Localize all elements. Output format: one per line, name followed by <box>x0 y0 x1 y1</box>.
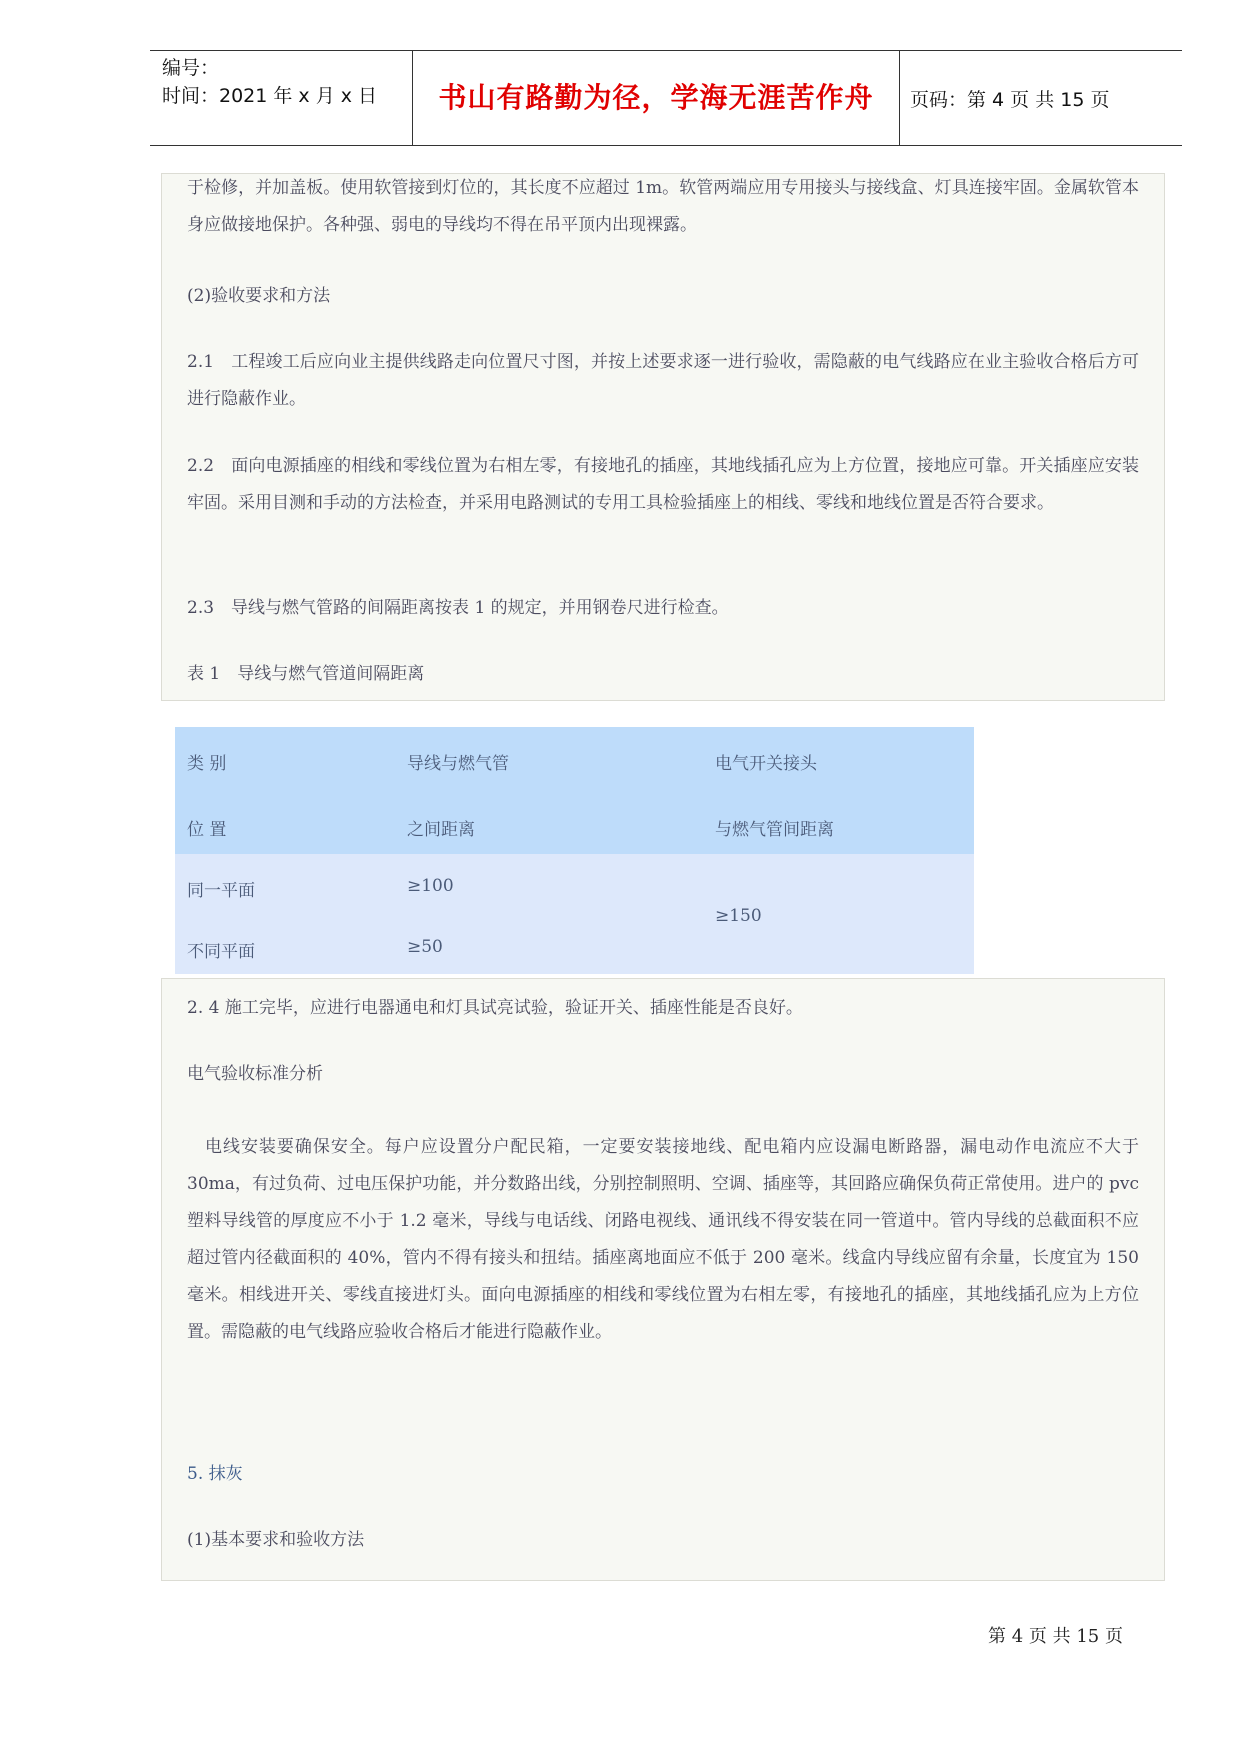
table-header-switch-gas-distance: 与燃气管间距离 <box>715 820 834 840</box>
section-5-sub-heading: (1)基本要求和验收方法 <box>187 1530 365 1550</box>
table-caption: 表 1 导线与燃气管道间隔距离 <box>187 664 425 684</box>
table-cell-same-plane-value: ≥100 <box>407 876 454 896</box>
table-cell-same-plane: 同一平面 <box>187 881 255 901</box>
table-header-wire-gas-distance: 之间距离 <box>407 820 475 840</box>
heading-acceptance-requirements: (2)验收要求和方法 <box>187 286 331 306</box>
header-bottom-rule <box>150 145 1182 146</box>
table-header-switch-joint: 电气开关接头 <box>715 754 817 774</box>
header-top-rule <box>150 50 1182 51</box>
item-2-3: 2.3 导线与燃气管路的间隔距离按表 1 的规定，并用钢卷尺进行检查。 <box>187 598 729 618</box>
paragraph-continued: 于检修，并加盖板。使用软管接到灯位的，其长度不应超过 1m。软管两端应用专用接头与接线盒、灯具连接牢固。金属软管本身应做接地保护。各种强、弱电的导线均不得在吊平顶内出现裸露。 <box>187 178 1139 235</box>
header-divider-right <box>899 50 900 145</box>
table-header-position: 位 置 <box>187 820 227 840</box>
table-header <box>175 727 974 854</box>
table-cell-different-plane: 不同平面 <box>187 942 255 962</box>
table-cell-different-plane-value: ≥50 <box>407 937 443 957</box>
header-meta <box>162 54 377 110</box>
header-page-number: 页码：第 4 页 共 15 页 <box>910 89 1110 111</box>
header-motto: 书山有路勤为径，学海无涯苦作舟 <box>438 81 874 114</box>
header-date: 时间：2021 年 x 月 x 日 <box>162 85 378 107</box>
table-header-category: 类 别 <box>187 754 227 774</box>
table-cell-switch-value: ≥150 <box>715 906 762 926</box>
item-2-4: 2. 4 施工完毕，应进行电器通电和灯具试亮试验，验证开关、插座性能是否良好。 <box>187 998 803 1018</box>
item-2-2: 2.2 面向电源插座的相线和零线位置为右相左零，有接地孔的插座，其地线插孔应为上方位置，接地应可靠。开关插座应安装牢固。采用目测和手动的方法检查，并采用电路测试的专用工具检验插座上的相线、零线和地线位置是否符合要求。 <box>187 456 1139 513</box>
header-number-label: 编号： <box>162 57 220 79</box>
section-5-heading: 5. 抹灰 <box>187 1464 243 1484</box>
table-body <box>175 854 974 974</box>
footer-page-number: 第 4 页 共 15 页 <box>988 1626 1123 1647</box>
table-header-wire-gas: 导线与燃气管 <box>407 754 509 774</box>
analysis-paragraph: 电线安装要确保安全。每户应设置分户配民箱，一定要安装接地线、配电箱内应设漏电断路器，漏电动作电流应不大于 30ma，有过负荷、过电压保护功能，并分数路出线，分别控制照明、空调、插座等，其回路应确保负荷正常使用。进户的 pvc 塑料导线管的厚度应不小于 1.2 毫米，导线与电话线、闭路电视线、通讯线不得安装在同一管道中。管内导线的总截面积不应超过管内径截面积的 40%，管内不得有接头和扭结。插座离地面应不低于 200 毫米。线盒内导线应留有余量，长度宜为 150 毫米。相线进开关、零线直接进灯头。面向电源插座的相线和零线位置为右相左零，有接地孔的插座，其地线插孔应为上方位置。需隐蔽的电气线路应验收合格后才能进行隐蔽作业。 <box>187 1137 1139 1342</box>
item-2-1: 2.1 工程竣工后应向业主提供线路走向位置尺寸图，并按上述要求逐一进行验收，需隐蔽的电气线路应在业主验收合格后方可进行隐蔽作业。 <box>187 352 1139 409</box>
analysis-title: 电气验收标准分析 <box>187 1064 323 1084</box>
